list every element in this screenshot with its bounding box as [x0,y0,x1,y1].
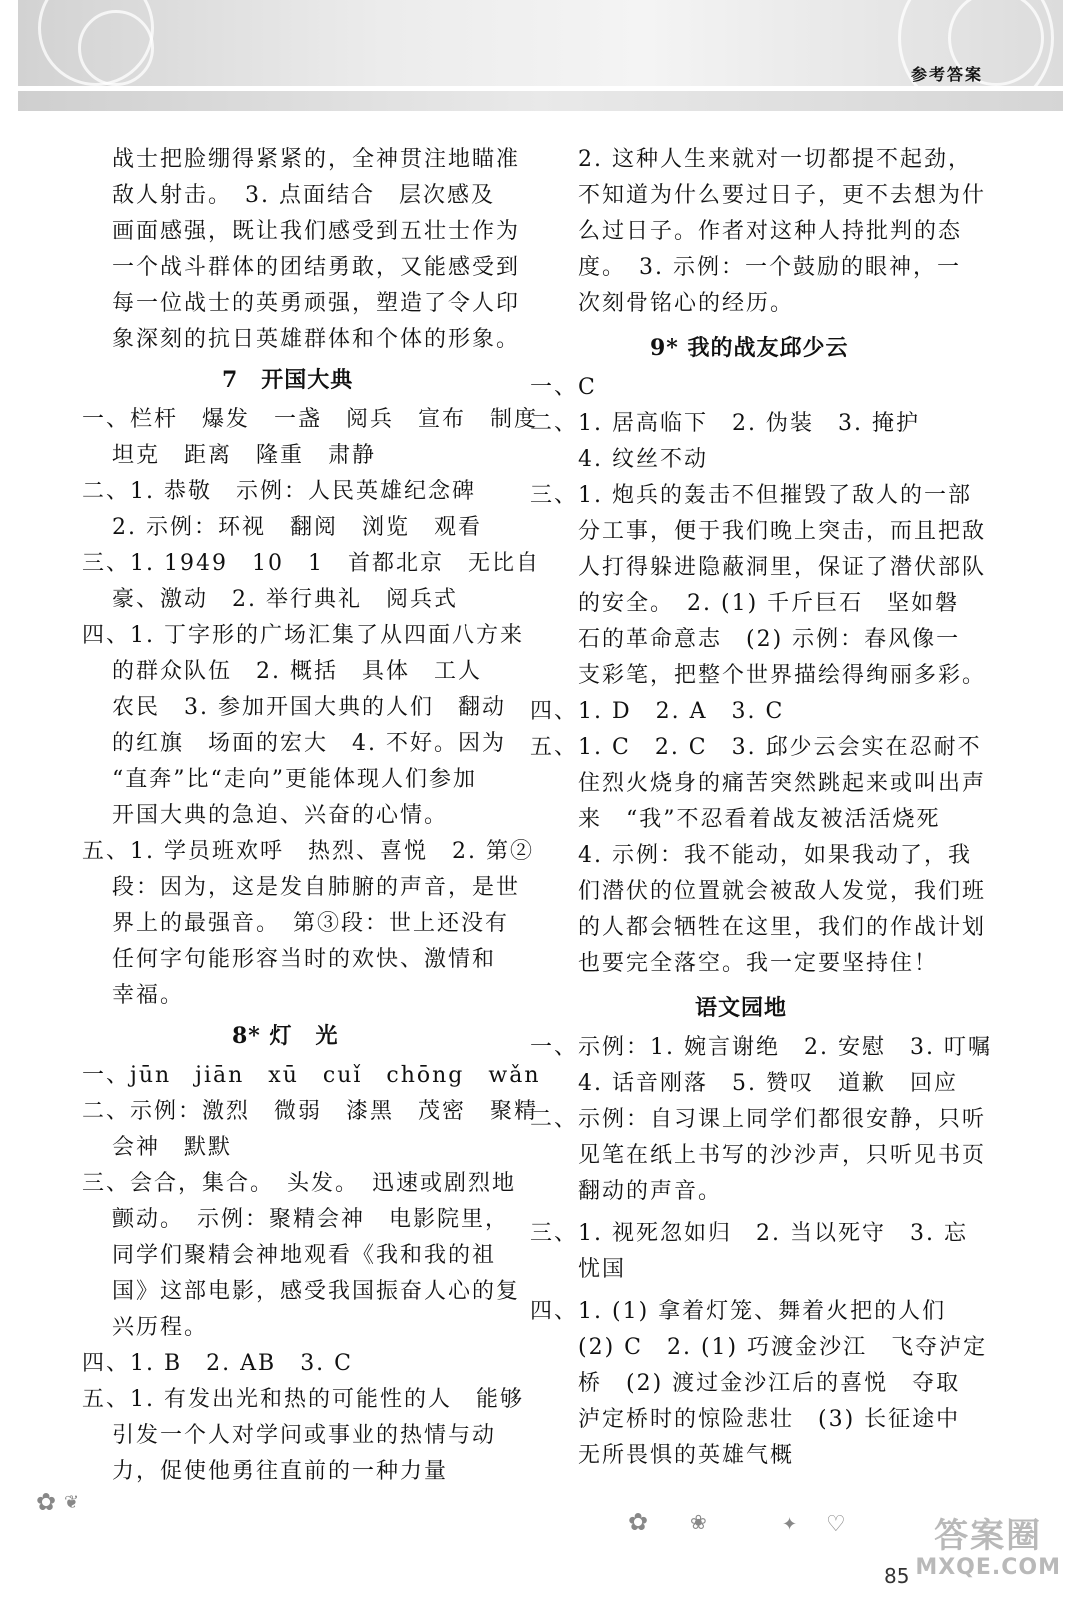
text-line: 四、1. (1) 拿着灯笼、舞着火把的人们 [530,1299,947,1324]
text-line: 坦克 距离 隆重 肃静 [112,443,377,468]
text-line: 次刻骨铭心的经历。 [578,291,795,316]
heart-icon: ♡ [826,1512,846,1537]
text-line: 4. 话音刚落 5. 赞叹 道歉 回应 [578,1071,958,1096]
text-line: 二、示例：自习课上同学们都很安静，只听 [530,1107,987,1132]
text-line: 翻动的声音。 [578,1179,723,1204]
text-line: 桥 (2) 渡过金沙江后的喜悦 夺取 [578,1371,961,1396]
text-line: 人打得躲进隐蔽洞里，保证了潜伏部队 [578,555,987,580]
section-title: 9* 我的战友邱少云 [650,335,849,361]
header-strip [18,91,1063,111]
text-line: 力，促使他勇往直前的一种力量 [112,1459,449,1484]
text-line: (2) C 2. (1) 巧渡金沙江 飞夺泸定 [578,1335,988,1360]
section-title: 7 开国大典 [222,367,354,393]
text-line: 四、1. 丁字形的广场汇集了从四面八方来 [82,623,524,648]
text-line: 四、1. D 2. A 3. C [530,699,785,724]
text-line: 段：因为，这是发自肺腑的声音，是世 [112,875,521,900]
flower-icon: ❀ [690,1510,707,1534]
section-title: 语文园地 [695,995,788,1021]
star-icon: ✦ [782,1514,798,1535]
text-line: 会神 默默 [112,1135,233,1160]
text-line: 同学们聚精会神地观看《我和我的祖 [112,1243,497,1268]
text-line: 任何字句能形容当时的欢快、激情和 [112,947,497,972]
text-line: 4. 纹丝不动 [578,447,708,472]
text-line: 画面感强，既让我们感受到五壮士作为 [112,219,521,244]
text-line: 住烈火烧身的痛苦突然跳起来或叫出声 [578,771,987,796]
flower-icon: ✿ [628,1508,649,1536]
text-line: 不知道为什么要过日子，更不去想为什 [578,183,987,208]
text-line: 三、会合，集合。 头发。 迅速或剧烈地 [82,1171,517,1196]
text-line: 引发一个人对学问或事业的热情与动 [112,1423,497,1448]
text-line: 三、1. 1949 10 1 首都北京 无比自 [82,551,540,576]
text-line: 度。 3. 示例：一个鼓励的眼神，一 [578,255,961,280]
text-line: 2. 这种人生来就对一切都提不起劲， [578,147,972,172]
text-line: 4. 示例：我不能动，如果我动了，我 [578,843,972,868]
text-line: 也要完全落空。我一定要坚持住！ [578,951,939,976]
text-line: 一、示例：1. 婉言谢绝 2. 安慰 3. 叮嘱 [530,1035,992,1060]
text-line: 五、1. C 2. C 3. 邱少云会实在忍耐不 [530,735,982,760]
header-label: 参考答案 [910,65,983,84]
text-line: 开国大典的急迫、兴奋的心情。 [112,803,449,828]
text-line: 的人都会牺牲在这里，我们的作战计划 [578,915,987,940]
text-line: 们潜伏的位置就会被敌人发觉，我们班 [578,879,987,904]
flower-icon: ✿ [36,1488,57,1516]
text-line: 的红旗 场面的宏大 4. 不好。因为 [112,731,506,756]
header-banner [18,0,1063,86]
text-line: 来 “我”不忍看着战友被活活烧死 [578,807,941,832]
text-line: 二、1. 恭敬 示例：人民英雄纪念碑 [82,479,476,504]
text-line: 农民 3. 参加开国大典的人们 翻动 [112,695,506,720]
text-line: 的群众队伍 2. 概括 具体 工人 [112,659,482,684]
text-line: 四、1. B 2. AB 3. C [82,1351,354,1376]
text-line: 二、1. 居高临下 2. 伪装 3. 掩护 [530,411,920,436]
text-line: 三、1. 视死忽如归 2. 当以死守 3. 忘 [530,1221,968,1246]
text-line: 泸定桥时的惊险悲壮 (3) 长征途中 [578,1407,961,1432]
text-line: 颤动。 示例：聚精会神 电影院里， [112,1207,510,1232]
leaf-icon: ❦ [64,1492,80,1513]
text-line: 三、1. 炮兵的轰击不但摧毁了敌人的一部 [530,483,972,508]
text-line: 五、1. 学员班欢呼 热烈、喜悦 2. 第② [82,839,534,864]
text-line: 么过日子。作者对这种人持批判的态 [578,219,963,244]
text-line: 兴历程。 [112,1315,209,1340]
text-line: 二、示例：激烈 微弱 漆黑 茂密 聚精 [82,1099,539,1124]
text-line: 象深刻的抗日英雄群体和个体的形象。 [112,327,521,352]
text-line: 界上的最强音。 第③段：世上还没有 [112,911,510,936]
text-line: 五、1. 有发出光和热的可能性的人 能够 [82,1387,524,1412]
text-line: 豪、激动 2. 举行典礼 阅兵式 [112,587,458,612]
text-line: 幸福。 [112,983,185,1008]
text-line: 2. 示例：环视 翻阅 浏览 观看 [112,515,482,540]
watermark [915,1517,1061,1580]
watermark-url: MXQE.COM [915,1555,1061,1580]
text-line: 见笔在纸上书写的沙沙声，只听见书页 [578,1143,987,1168]
text-line: 支彩笔，把整个世界描绘得绚丽多彩。 [578,663,987,688]
text-line: 石的革命意志 (2) 示例：春风像一 [578,627,961,652]
text-line: 一、C [530,375,597,400]
text-line: 无所畏惧的英雄气概 [578,1443,795,1468]
text-line: 敌人射击。 3. 点面结合 层次感及 [112,183,495,208]
text-line: 一个战斗群体的团结勇敢，又能感受到 [112,255,521,280]
text-line: 分工事，便于我们晚上突击，而且把敌 [578,519,987,544]
text-line: 一、jūn jiān xū cuǐ chōng wǎn [82,1063,541,1088]
watermark-logo-text: 答案圈 [934,1516,1043,1556]
text-line: 每一位战士的英勇顽强，塑造了令人印 [112,291,521,316]
text-line: 战士把脸绷得紧紧的，全神贯注地瞄准 [112,147,521,172]
section-title: 8* 灯 光 [232,1023,339,1049]
text-line: 一、栏杆 爆发 一盏 阅兵 宣布 制度 [82,407,539,432]
decor-circle [78,10,154,86]
text-line: 忧国 [578,1257,627,1282]
text-line: 国》这部电影，感受我国振奋人心的复 [112,1279,521,1304]
text-line: 的安全。 2. (1) 千斤巨石 坚如磐 [578,591,960,616]
page-number: 85 [884,1564,910,1588]
text-line: “直奔”比“走向”更能体现人们参加 [112,767,477,792]
